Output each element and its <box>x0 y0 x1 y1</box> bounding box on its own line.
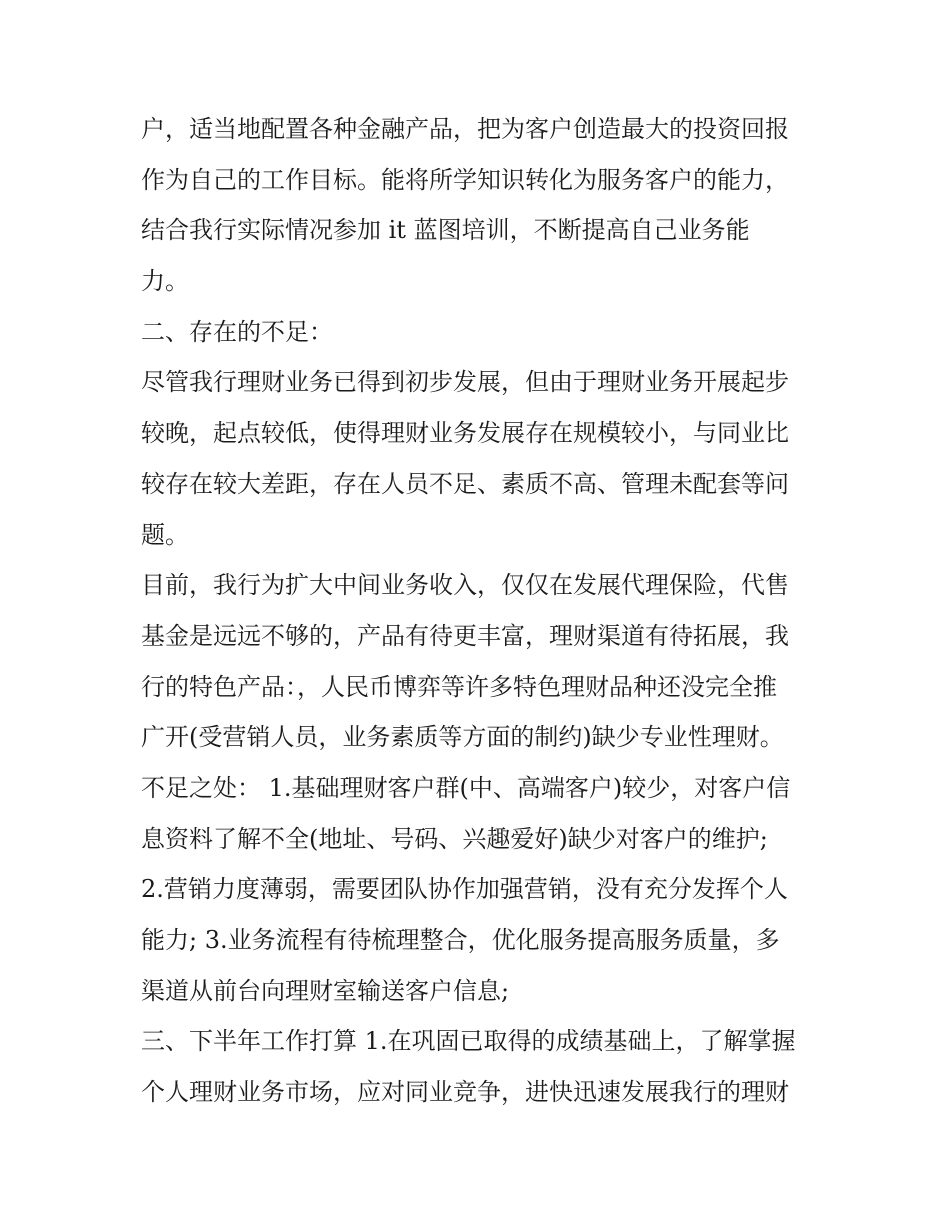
text-line: 能力; 3.业务流程有待梳理整合，优化服务提高服务质量，多 <box>141 926 780 954</box>
text-line: 户，适当地配置各种金融产品，把为客户创造最大的投资回报 <box>141 115 789 143</box>
text-line: 息资料了解不全(地址、号码、兴趣爱好)缺少对客户的维护; <box>141 824 768 853</box>
text-line: 2.营销力度薄弱，需要团队协作加强营销，没有充分发挥个人 <box>141 875 788 904</box>
text-line: 力。 <box>141 267 189 296</box>
text-line: 题。 <box>141 520 189 549</box>
section-heading: 三、下半年工作打算 1.在巩固已取得的成绩基础上，了解掌握 <box>141 1027 796 1056</box>
text-line: 不足之处： 1.基础理财客户群(中、高端客户)较少，对客户信 <box>141 773 791 802</box>
text-line: 目前，我行为扩大中间业务收入，仅仅在发展代理保险，代售 <box>141 571 789 600</box>
text-line: 较晚，起点较低，使得理财业务发展存在规模较小，与同业比 <box>141 419 789 448</box>
text-line: 渠道从前台向理财室输送客户信息; <box>141 976 510 1005</box>
text-line: 尽管我行理财业务已得到初步发展，但由于理财业务开展起步 <box>141 368 789 397</box>
text-line: 个人理财业务市场，应对同业竞争，进快迅速发展我行的理财 <box>141 1078 789 1107</box>
text-line: 作为自己的工作目标。能将所学知识转化为服务客户的能力， <box>141 165 789 194</box>
text-line: 行的特色产品：，人民币博弈等许多特色理财品种还没完全推 <box>141 672 777 701</box>
section-heading: 二、存在的不足： <box>141 317 333 346</box>
text-line: 基金是远远不够的，产品有待更丰富，理财渠道有待拓展，我 <box>141 621 789 650</box>
text-line: 结合我行实际情况参加 it 蓝图培训，不断提高自己业务能 <box>141 216 750 245</box>
text-line: 较存在较大差距，存在人员不足、素质不高、管理未配套等问 <box>141 469 789 498</box>
text-line: 广开(受营销人员，业务素质等方面的制约)缺少专业性理财。 <box>141 723 784 752</box>
document-body <box>141 104 821 1118</box>
